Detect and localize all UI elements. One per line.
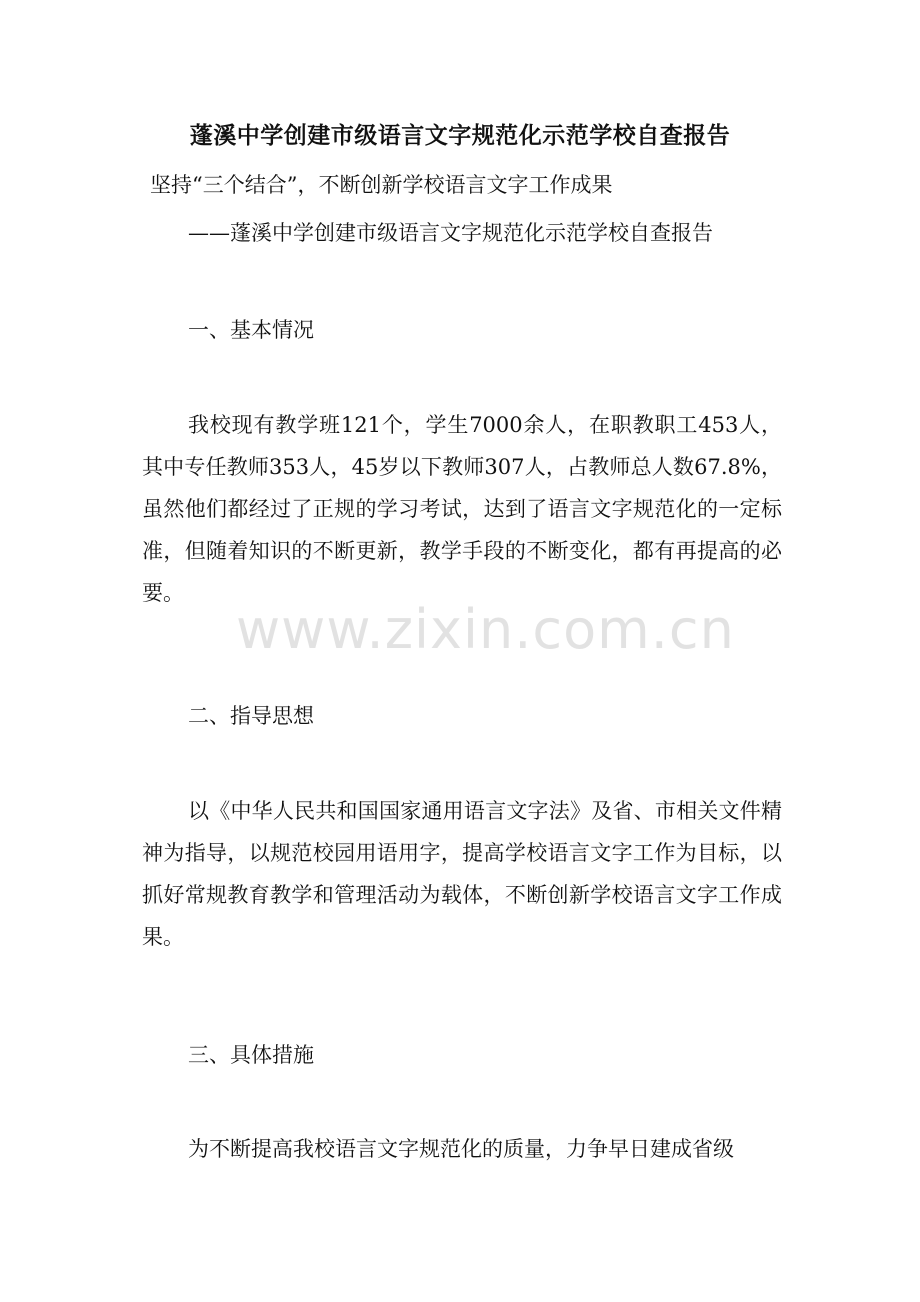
section-heading-basic-situation: 一、基本情况 — [188, 318, 314, 342]
section-body-guiding-ideology: 以《中华人民共和国国家通用语言文字法》及省、市相关文件精神为指导，以规范校园用语用字，提高学校语言文字工作为目标，以抓好常规教育教学和管理活动为载体，不断创新学校语言文字工作成果。 — [142, 799, 782, 949]
section-body-basic-situation: 我校现有教学班121个，学生7000余人，在职教职工453人，其中专任教师353人，45岁以下教师307人，占教师总人数67.8%，虽然他们都经过了正规的学习考试，达到了语言文字规范化的一定标准，但随着知识的不断更新，教学手段的不断变化，都有再提高的必要。 — [142, 413, 782, 605]
watermark-text: www.zixin.com.cn — [236, 598, 735, 661]
document-title: 蓬溪中学创建市级语言文字规范化示范学校自查报告 — [189, 122, 731, 149]
document-subtitle-secondary: ——蓬溪中学创建市级语言文字规范化示范学校自查报告 — [188, 221, 713, 245]
section-heading-guiding-ideology: 二、指导思想 — [188, 704, 314, 728]
section-body-specific-measures: 为不断提高我校语言文字规范化的质量，力争早日建成省级 — [188, 1137, 734, 1161]
document-subtitle: 坚持“三个结合”，不断创新学校语言文字工作成果 — [150, 173, 613, 197]
section-heading-specific-measures: 三、具体措施 — [188, 1043, 314, 1067]
